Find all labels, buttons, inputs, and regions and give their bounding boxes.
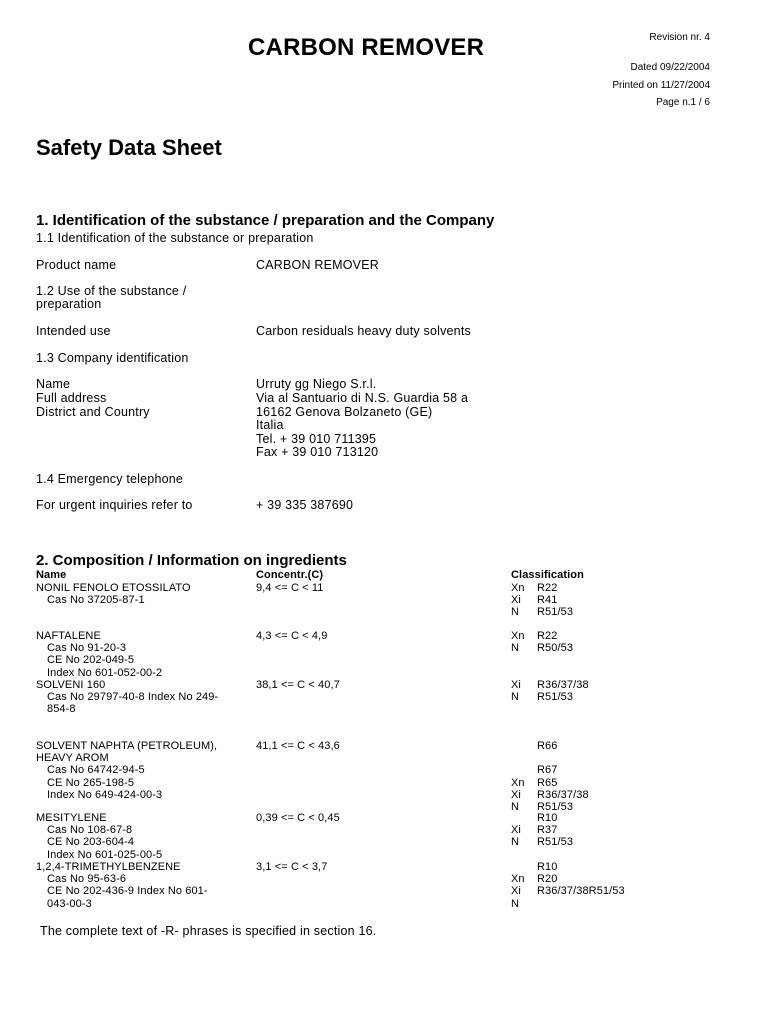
- hazard-symbol: Xi: [511, 885, 521, 898]
- hazard-symbol: Xn: [511, 776, 525, 789]
- hazard-symbol: N: [511, 691, 520, 704]
- risk-phrase: R37: [537, 824, 558, 837]
- ingredient-identifier: 043-00-3: [47, 897, 92, 910]
- hazard-symbol: N: [511, 897, 520, 910]
- ingredient-name: 1,2,4-TRIMETHYLBENZENE: [36, 861, 181, 873]
- intended-use-value: Carbon residuals heavy duty solvents: [256, 324, 471, 338]
- ingredient-identifier: Cas No 64742-94-5: [47, 764, 145, 777]
- company-name-label: Name: [36, 377, 71, 391]
- risk-phrase: R36/37/38: [537, 679, 589, 691]
- risk-phrase: R36/37/38R51/53: [537, 885, 625, 898]
- risk-phrase: R51/53: [537, 836, 574, 849]
- risk-phrase: R66: [537, 740, 558, 752]
- district-country-label: District and Country: [36, 405, 150, 419]
- document-title: CARBON REMOVER: [248, 34, 485, 61]
- risk-phrase: R51/53: [537, 801, 574, 813]
- section-1-heading: 1. Identification of the substance / preparation and the Company: [36, 212, 495, 229]
- company-name-value: Urruty gg Niego S.r.l.: [256, 377, 377, 391]
- risk-phrase: R50/53: [537, 642, 574, 655]
- risk-phrase: R22: [537, 630, 558, 642]
- ingredient-name: NONIL FENOLO ETOSSILATO: [36, 582, 191, 594]
- ingredient-identifier: CE No 203-604-4: [47, 836, 135, 849]
- ingredient-identifier: Cas No 29797-40-8 Index No 249-: [47, 691, 219, 704]
- ingredient-identifier: Index No 649-424-00-3: [47, 788, 163, 801]
- intended-use-label: Intended use: [36, 324, 111, 338]
- ingredient-concentration: 38,1 <= C < 40,7: [256, 679, 340, 691]
- risk-phrase: R65: [537, 776, 558, 789]
- risk-phrase: R10: [537, 812, 558, 824]
- ingredient-name: SOLVENI 160: [36, 679, 106, 691]
- ingredient-identifier: Cas No 108-67-8: [47, 824, 133, 837]
- risk-phrase: R51/53: [537, 691, 574, 704]
- ingredient-concentration: 4,3 <= C < 4,9: [256, 630, 328, 642]
- ingredient-identifier: CE No 202-049-5: [47, 654, 135, 667]
- emergency-phone-value: + 39 335 387690: [256, 498, 354, 512]
- r-phrases-footnote: The complete text of -R- phrases is specified in section 16.: [40, 924, 377, 938]
- hazard-symbol: N: [511, 606, 520, 619]
- hazard-symbol: Xi: [511, 594, 521, 607]
- product-name-label: Product name: [36, 258, 117, 272]
- company-country-value: Italia: [256, 418, 284, 432]
- ingredient-concentration: 0,39 <= C < 0,45: [256, 812, 340, 824]
- ingredient-identifier: Index No 601-052-00-2: [47, 666, 163, 679]
- hazard-symbol: Xi: [511, 824, 521, 837]
- page-number: Page n.1 / 6: [656, 97, 710, 108]
- company-city-value: 16162 Genova Bolzaneto (GE): [256, 405, 433, 419]
- risk-phrase: R67: [537, 764, 558, 777]
- ingredient-concentration: 3,1 <= C < 3,7: [256, 861, 328, 873]
- subsection-1-1: 1.1 Identification of the substance or preparation: [36, 231, 314, 245]
- subsection-1-2-line2: preparation: [36, 297, 102, 311]
- risk-phrase: R41: [537, 594, 558, 607]
- ingredient-identifier: Cas No 91-20-3: [47, 642, 127, 655]
- ingredient-identifier: CE No 265-198-5: [47, 776, 135, 789]
- risk-phrase: R10: [537, 861, 558, 873]
- hazard-symbol: N: [511, 801, 520, 813]
- ingredient-name: NAFTALENE: [36, 630, 101, 642]
- risk-phrase: R20: [537, 873, 558, 886]
- risk-phrase: R36/37/38: [537, 788, 589, 801]
- hazard-symbol: Xi: [511, 788, 521, 801]
- ingredient-identifier: CE No 202-436-9 Index No 601-: [47, 885, 208, 898]
- column-header-name: Name: [36, 569, 67, 581]
- hazard-symbol: Xi: [511, 679, 521, 691]
- column-header-concentration: Concentr.(C): [256, 569, 324, 581]
- risk-phrase: R51/53: [537, 606, 574, 619]
- column-header-classification: Classification: [511, 569, 584, 581]
- subsection-1-2-line1: 1.2 Use of the substance /: [36, 284, 187, 298]
- ingredient-identifier: Cas No 95-63-6: [47, 873, 127, 886]
- printed-date: Printed on 11/27/2004: [612, 80, 710, 91]
- hazard-symbol: Xn: [511, 582, 525, 594]
- ingredient-identifier: Cas No 37205-87-1: [47, 594, 145, 607]
- sheet-title: Safety Data Sheet: [36, 135, 222, 160]
- hazard-symbol: Xn: [511, 630, 525, 642]
- hazard-symbol: N: [511, 836, 520, 849]
- ingredient-concentration: 41,1 <= C < 43,6: [256, 740, 340, 752]
- subsection-1-3: 1.3 Company identification: [36, 351, 189, 365]
- ingredient-name: SOLVENT NAPHTA (PETROLEUM),: [36, 740, 218, 752]
- full-address-label: Full address: [36, 391, 107, 405]
- revision-number: Revision nr. 4: [649, 32, 710, 43]
- company-telephone: Tel. + 39 010 711395: [256, 432, 377, 446]
- risk-phrase: R22: [537, 582, 558, 594]
- product-name-value: CARBON REMOVER: [256, 258, 379, 272]
- ingredient-identifier: Index No 601-025-00-5: [47, 848, 163, 861]
- ingredient-concentration: 9,4 <= C < 11: [256, 582, 324, 594]
- ingredient-name: MESITYLENE: [36, 812, 107, 824]
- subsection-1-4: 1.4 Emergency telephone: [36, 472, 184, 486]
- company-address-value: Via al Santuario di N.S. Guardia 58 a: [256, 391, 469, 405]
- dated: Dated 09/22/2004: [630, 62, 710, 73]
- urgent-inquiries-label: For urgent inquiries refer to: [36, 498, 193, 512]
- ingredient-name-cont: HEAVY AROM: [36, 752, 109, 765]
- section-2-heading: 2. Composition / Information on ingredients: [36, 552, 347, 569]
- hazard-symbol: N: [511, 642, 520, 655]
- company-fax: Fax + 39 010 713120: [256, 445, 379, 459]
- ingredient-identifier: 854-8: [47, 703, 76, 716]
- hazard-symbol: Xn: [511, 873, 525, 886]
